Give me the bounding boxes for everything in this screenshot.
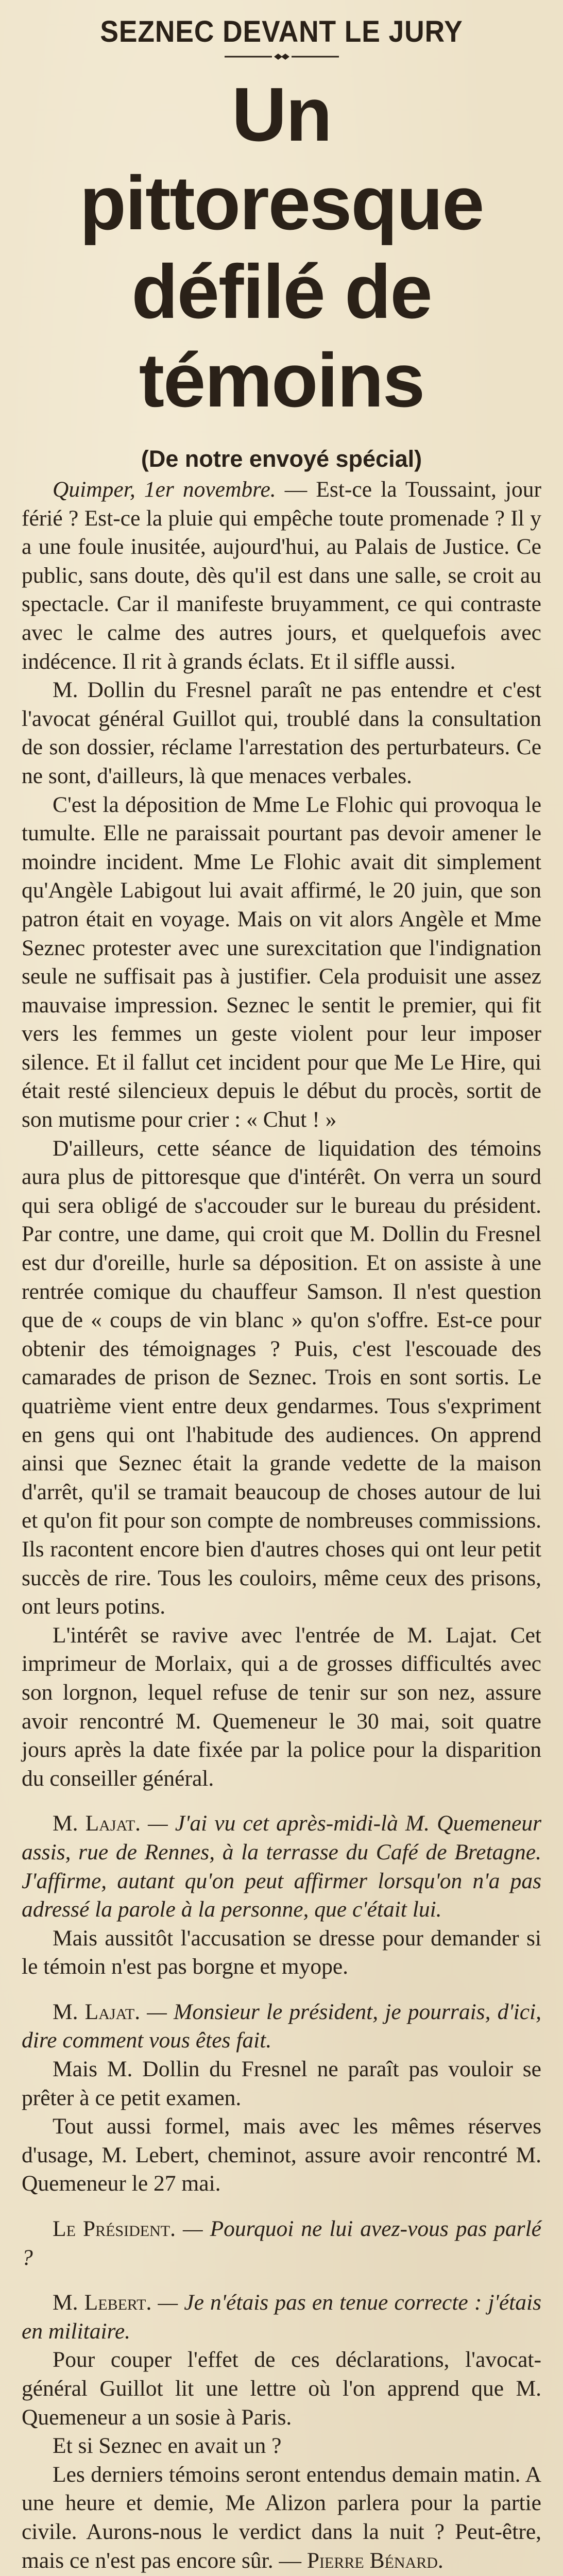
author-signature: — Pierre Bénard. [273,2548,443,2573]
dateline: Quimper, 1er novembre. [53,477,276,502]
testimony-text: — Pourquoi ne lui avez-vous pas parlé ? [22,2216,541,2270]
paragraph-2: M. Dollin du Fresnel paraît ne pas entendre et c'est l'avocat général Guillot qui, troublé dans la consultation de son dossier, réclame l'arrestation des perturbateurs. Ce ne sont, d'ailleurs, là que menaces verbales. [22,677,541,788]
paragraph-10: Et si Seznec en avait un ? [53,2433,282,2459]
ornament-rule-icon [223,52,341,61]
paragraph-11-text: Les derniers témoins seront entendus demain matin. A une heure et demie, Me Alizon parlera pour la partie civile. Aurons-nous le verdict dans la nuit ? Peut-être, mais ce n'est pas encore sûr. [22,2462,541,2573]
paragraph-1 [22,476,541,676]
speaker-name: M. Lebert. [53,2290,152,2315]
testimony-text: — Je n'étais pas en tenue correcte : j'étais en militaire. [22,2290,541,2344]
speaker-name: Le Président. [53,2216,176,2242]
paragraph-8: Tout aussi formel, mais avec les mêmes réserves d'usage, M. Lebert, cheminot, assure avoir rencontré M. Quemeneur le 27 mai. [22,2114,541,2196]
paragraph-3: C'est la déposition de Mme Le Flohic qui provoqua le tumulte. Elle ne paraissait pourtant pas devoir amener le moindre incident. Mme Le Flohic avait dit simplement qu'Angèle Labigout lui avait affirmé, le 20 juin, que son patron était en voyage. Mais on vit alors Angèle et Mme Seznec protester avec une surexcitation que l'indignation seule ne suffisait pas à justifier. Cela produisit une assez mauvaise impression. Seznec le sentit le premier, qui fit vers les femmes un geste violent pour leur imposer silence. Et il fallut cet incident pour que Me Le Hire, qui était resté silencieux depuis le début du procès, sortit de son mutisme pour crier : « Chut ! » [22,792,541,1132]
byline: (De notre envoyé spécial) [141,446,422,472]
testimony-text: — Monsieur le président, je pourrais, d'ici, dire comment vous êtes fait. [22,1999,541,2053]
speaker-name: M. Lajat. [53,1811,141,1836]
article-body [22,476,541,2575]
testimony-text: — J'ai vu cet après-midi-là M. Quemeneur assis, rue de Rennes, à la terrasse du Café de Bretagne. J'affirme, autant qu'on peut affirmer lorsqu'on n'a pas adressé la parole à la personne, que c'était lui. [22,1811,541,1922]
headline [22,71,541,425]
paragraph-9: Pour couper l'effet de ces déclarations, l'avocat-général Guillot lit une lettre où l'on apprend que M. Quemeneur a un sosie à Paris. [22,2347,541,2430]
testimony-2 [22,1998,541,2055]
speaker-name: M. Lajat. [53,1999,141,2024]
paragraph-4: D'ailleurs, cette séance de liquidation des témoins aura plus de pittoresque que d'intérêt. On verra un sourd qui sera obligé de s'accouder sur le bureau du président. Par contre, une dame, qui croit que M. Dollin du Fresnel est dur d'oreille, hurle sa déposition. Et on assiste à une rentrée comique du chauffeur Samson. Il n'est question que de « coups de vin blanc » qu'on s'offre. Est-ce pour obtenir des témoignages ? Puis, c'est l'escouade des camarades de prison de Seznec. Trois en sont sortis. Le quatrième vient entre deux gendarmes. Tous s'expriment en gens qui ont l'habitude des audiences. On apprend ainsi que Seznec était la grande vedette de la maison d'arrêt, qu'il se tramait beaucoup de choses autour de lui et qu'on fit pour son compte de nombreuses commissions. Ils racontent encore bien d'autres choses qui ont leur petit succès de rire. Tous les couloirs, même ceux des prisons, ont leurs potins. [22,1136,541,1619]
paragraph-6: Mais aussitôt l'accusation se dresse pour demander si le témoin n'est pas borgne et myope. [22,1925,541,1979]
paragraph-5: L'intérêt se ravive avec l'entrée de M. Lajat. Cet imprimeur de Morlaix, qui a de grosses difficultés avec son lorgnon, lequel refuse de tenir sur son nez, assure avoir rencontré M. Quemeneur le 30 mai, soit quatre jours après la date fixée par la police pour la disparition du conseiller général. [22,1622,541,1791]
testimony-4 [22,2289,541,2346]
testimony-1 [22,1809,541,1924]
section-kicker: SEZNEC DEVANT LE JURY [100,15,463,48]
paragraph-7: Mais M. Dollin du Fresnel ne paraît pas vouloir se prêter à ce petit examen. [22,2057,541,2110]
title-ornament [22,52,541,61]
headline-line-2: défilé de témoins [131,249,432,423]
testimony-3 [22,2215,541,2272]
paragraph-1-text: — Est-ce la Toussaint, jour férié ? Est-ce la pluie qui empêche toute promenade ? Il y a une foule inusitée, aujourd'hui, au Palais de Justice. Ce public, sans doute, dès qu'il est dans une salle, se croit au spectacle. Car il manifeste bruyamment, ce qui contraste avec le calme des autres jours, et quelquefois avec indécence. Il rit à grands éclats. Et il siffle aussi. [22,477,541,674]
headline-line-1: Un pittoresque [79,72,484,246]
paragraph-11 [22,2461,541,2575]
